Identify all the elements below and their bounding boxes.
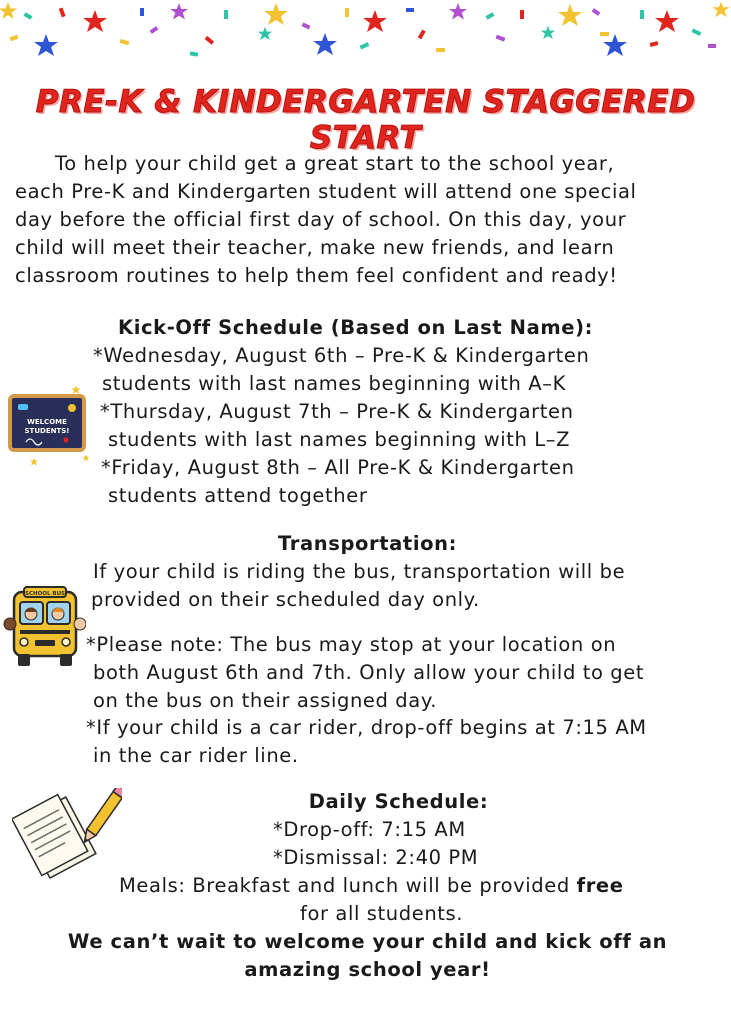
school-bus-icon [2, 584, 86, 670]
daily-heading: Daily Schedule: [308, 790, 489, 813]
kickoff-line: students with last names beginning with L–Z [108, 428, 571, 451]
welcome-board-icon [4, 384, 90, 468]
transport-line: If your child is riding the bus, transportation will be [93, 560, 626, 583]
bus-sign-text: SCHOOL BUS [25, 591, 65, 597]
closing-line: amazing school year! [244, 958, 491, 981]
dismissal-time: *Dismissal: 2:40 PM [273, 846, 479, 869]
kickoff-line: students with last names beginning with A–K [102, 372, 566, 395]
transport-line: *If your child is a car rider, drop-off begins at 7:15 AM [86, 716, 647, 739]
transport-line: provided on their scheduled day only. [91, 588, 480, 611]
meals-line-2: for all students. [300, 902, 464, 925]
intro-line: child will meet their teacher, make new friends, and learn [15, 236, 615, 259]
meals-free: free [576, 874, 624, 897]
board-text-line: WELCOME [27, 418, 67, 426]
transport-heading: Transportation: [278, 532, 457, 555]
dropoff-time: *Drop-off: 7:15 AM [273, 818, 466, 841]
page-title: PRE-K & KINDERGARTEN STAGGERED START [35, 84, 696, 156]
paper-pencil-icon [12, 788, 122, 882]
meals-text: Meals: Breakfast and lunch will be provided [119, 874, 577, 897]
kickoff-heading: Kick-Off Schedule (Based on Last Name): [118, 316, 594, 339]
confetti-border [0, 0, 731, 70]
transport-line: in the car rider line. [93, 744, 299, 767]
kickoff-line: *Friday, August 8th – All Pre-K & Kindergarten [101, 456, 575, 479]
meals-line [119, 874, 624, 897]
kickoff-line: students attend together [108, 484, 368, 507]
transport-line: both August 6th and 7th. Only allow your child to get [93, 661, 645, 684]
board-text-line: STUDENTS! [24, 427, 70, 435]
transport-line: *Please note: The bus may stop at your location on [86, 633, 617, 656]
kickoff-line: *Wednesday, August 6th – Pre-K & Kindergarten [93, 344, 590, 367]
intro-line: day before the official first day of school. On this day, your [15, 208, 627, 231]
intro-line: classroom routines to help them feel confident and ready! [15, 264, 618, 287]
closing-line: We can’t wait to welcome your child and kick off an [67, 930, 668, 953]
kickoff-line: *Thursday, August 7th – Pre-K & Kindergarten [100, 400, 574, 423]
intro-line: each Pre-K and Kindergarten student will attend one special [15, 180, 637, 203]
transport-line: on the bus on their assigned day. [93, 689, 437, 712]
intro-line: To help your child get a great start to the school year, [55, 152, 615, 175]
